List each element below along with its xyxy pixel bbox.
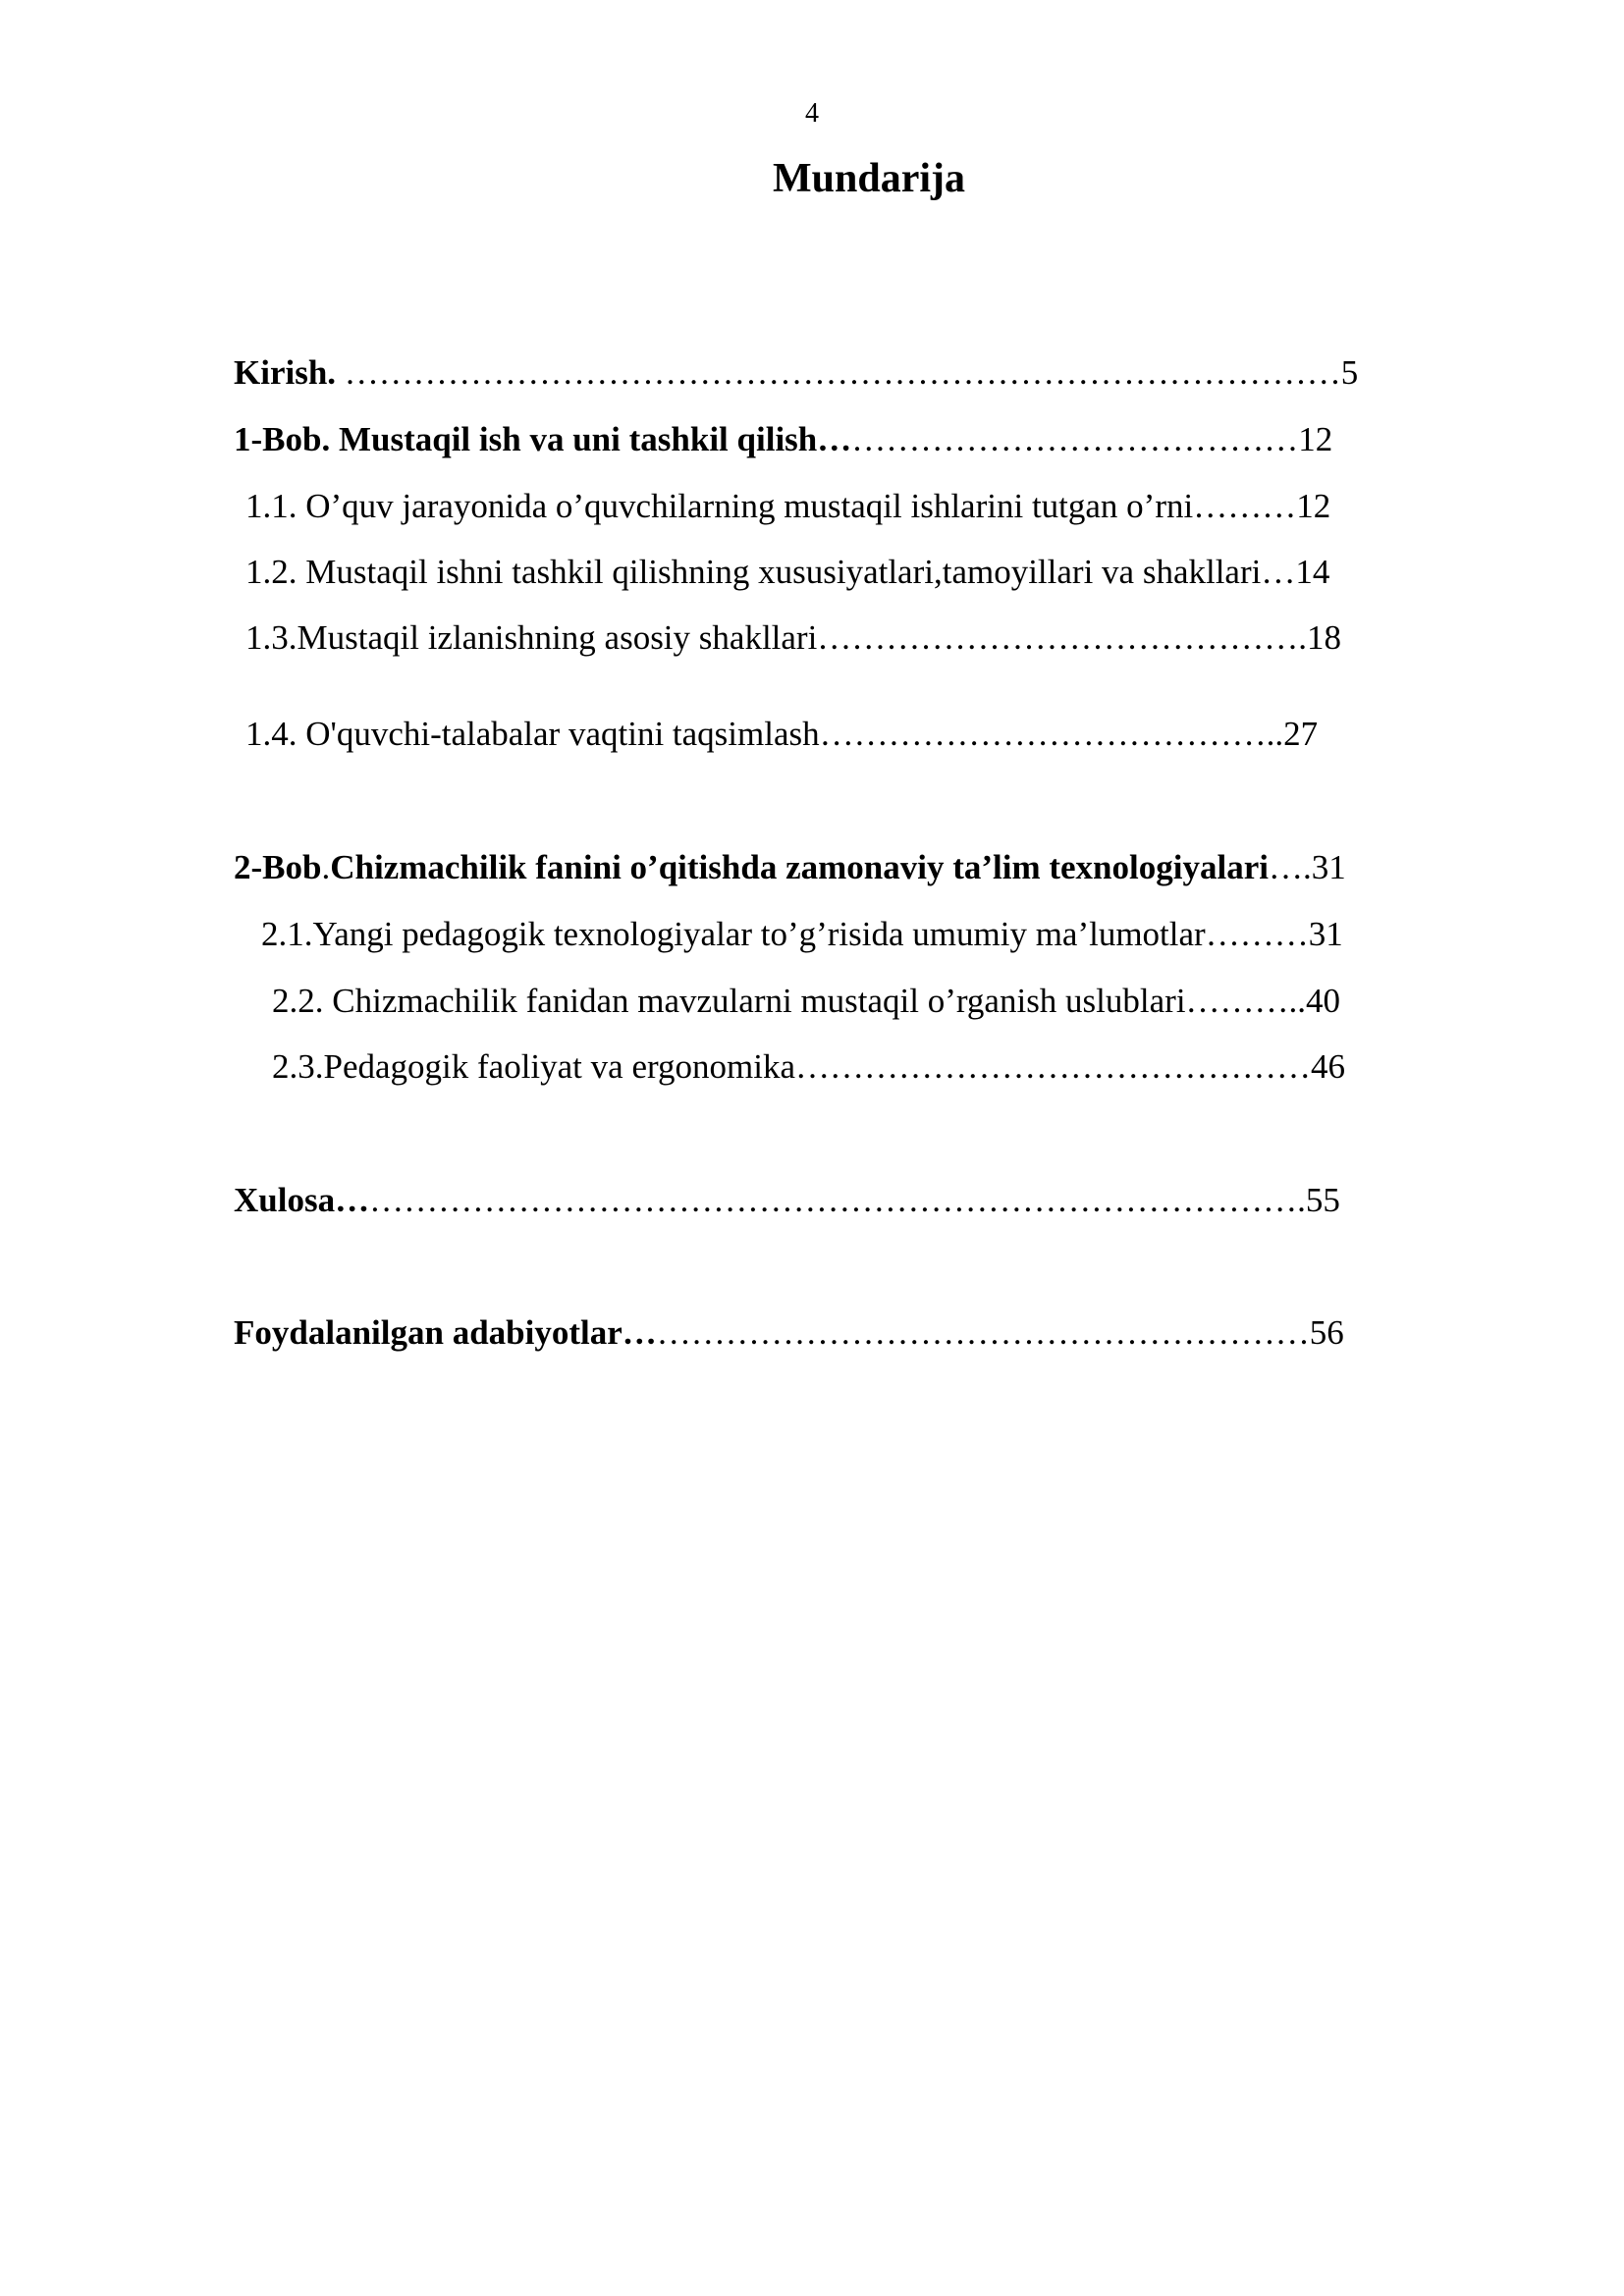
toc-entry-leader: ….31 [1268,848,1346,886]
page-number: 4 [805,98,819,129]
toc-entry-1-4 [245,717,1318,751]
toc-entry-2-2 [272,984,1340,1018]
toc-entry-bob1 [234,422,1332,456]
toc-entry-2-1 [261,917,1343,951]
toc-entry-leader: ……………………………………………………………………………5 [336,353,1359,392]
toc-entry-prefix: 2-Bob [234,848,322,886]
toc-entry-xulosa [234,1183,1340,1217]
toc-entry-leader: …………………………………………………56 [656,1313,1344,1352]
toc-entry-dot: . [321,848,331,886]
toc-entry-leader: …………………………………12 [851,420,1333,458]
toc-entry-title: Chizmachilik fanini o’qitishda zamonaviy ta’lim texnologiyalari [330,848,1269,886]
toc-entry-adabiyotlar [234,1315,1344,1350]
toc-entry-title: Xulosa… [234,1181,370,1219]
toc-entry-1-2 [245,555,1329,589]
toc-entry-bob2 [234,850,1346,884]
page-title: Mundarija [772,156,965,201]
toc-entry-2-3 [272,1049,1345,1084]
toc-entry-text: 1.4. O'quvchi-talabalar vaqtini taqsimlash…………………………………..27 [245,715,1319,753]
toc-entry-text: 1.2. Mustaqil ishni tashkil qilishning xususiyatlari,tamoyillari va shakllari…14 [245,553,1330,591]
toc-entry-1-3 [245,620,1341,655]
toc-entry-text: 1.3.Mustaqil izlanishning asosiy shakllari…………………………………….18 [245,618,1342,657]
toc-entry-title: Kirish. [234,353,337,392]
toc-entry-text: 2.1.Yangi pedagogik texnologiyalar to’g’risida umumiy ma’lumotlar………31 [261,915,1343,953]
toc-entry-text: 2.2. Chizmachilik fanidan mavzularni mustaqil o’rganish uslublari………..40 [272,982,1341,1020]
toc-entry-title: Foydalanilgan adabiyotlar… [234,1313,657,1352]
toc-entry-1-1 [245,489,1330,523]
toc-entry-text: 2.3.Pedagogik faoliyat va ergonomika………………………………………46 [272,1047,1345,1086]
toc-entry-kirish [234,355,1358,390]
toc-entry-leader: ……………………………………………………………………….55 [369,1181,1340,1219]
toc-entry-text: 1.1. O’quv jarayonida o’quvchilarning mustaqil ishlarini tutgan o’rni………12 [245,487,1331,525]
toc-entry-title: 1-Bob. Mustaqil ish va uni tashkil qilish… [234,420,852,458]
